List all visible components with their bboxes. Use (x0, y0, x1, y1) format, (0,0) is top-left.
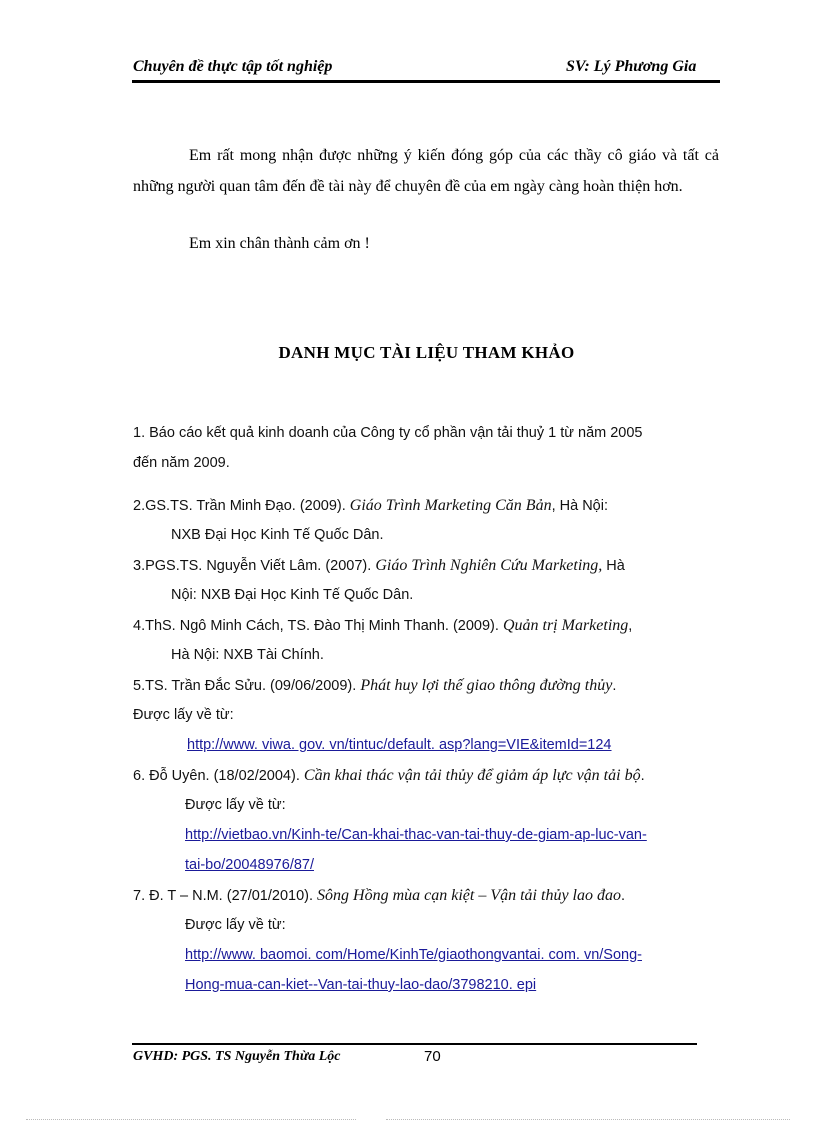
closing-text: Em rất mong nhận được những ý kiến đóng góp của các thầy cô giáo và tất cả những người quan tâm đến đề tài này để chuyên đề của em ngày càng hoàn thiện hơn. (133, 147, 719, 195)
reference-5-title: Phát huy lợi thế giao thông đường thủy (360, 677, 613, 694)
reference-5-line-1 (133, 677, 616, 695)
reference-1-line-1: 1. Báo cáo kết quả kinh doanh của Công ty cổ phần vận tải thuỷ 1 từ năm 2005 (133, 425, 643, 441)
reference-4-line-2: Hà Nội: NXB Tài Chính. (171, 647, 324, 663)
reference-1-line-2: đến năm 2009. (133, 455, 230, 471)
reference-4-line-1 (133, 617, 632, 635)
reference-6-link-line-1[interactable]: http://vietbao.vn/Kinh-te/Can-khai-thac-van-tai-thuy-de-giam-ap-luc-van- (185, 827, 647, 843)
thanks-line: Em xin chân thành cảm ơn ! (189, 235, 370, 252)
reference-7-title: Sông Hồng mùa cạn kiệt – Vận tải thủy lao đao (317, 887, 621, 904)
reference-7-period: . (621, 888, 626, 904)
reference-3-line-1 (133, 557, 625, 575)
reference-2-author: 2.GS.TS. Trần Minh Đạo. (2009). (133, 498, 350, 514)
reference-2-line-1 (133, 497, 608, 515)
section-title: DANH MỤC TÀI LIỆU THAM KHẢO (278, 343, 575, 362)
footer-divider (132, 1043, 697, 1045)
reference-4-author: 4.ThS. Ngô Minh Cách, TS. Đào Thị Minh Thanh. (2009). (133, 618, 503, 634)
reference-2-place: , Hà Nội: (551, 498, 608, 514)
reference-5-author: 5.TS. Trần Đắc Sửu. (09/06/2009). (133, 678, 361, 694)
reference-5-retrieved: Được lấy về từ: (133, 707, 234, 723)
reference-6-link-line-2[interactable]: tai-bo/20048976/87/ (185, 857, 314, 873)
reference-7-link-line-2[interactable]: Hong-mua-can-kiet--Van-tai-thuy-lao-dao/3798210. epi (185, 977, 537, 993)
page-edge-dotted-left (26, 1119, 356, 1120)
reference-4-title: Quản trị Marketing (502, 617, 629, 634)
reference-2-title: Giáo Trình Marketing Căn Bản (349, 497, 552, 514)
reference-3-title: Giáo Trình Nghiên Cứu Marketing, (375, 557, 603, 574)
reference-4-place: , (628, 618, 633, 634)
footer-advisor: GVHD: PGS. TS Nguyễn Thừa Lộc (133, 1049, 341, 1064)
header-divider (132, 80, 720, 83)
reference-5-period: . (612, 678, 617, 694)
reference-6-title: Cần khai thác vận tải thủy để giảm áp lực vận tải bộ (303, 767, 641, 784)
reference-3-place: Hà (602, 558, 625, 574)
page-edge-dotted-right (386, 1119, 790, 1120)
reference-3-line-2: Nội: NXB Đại Học Kinh Tế Quốc Dân. (171, 587, 414, 603)
reference-7-line-1 (133, 887, 625, 905)
reference-5-link[interactable]: http://www. viwa. gov. vn/tintuc/default. asp?lang=VIE&itemId=124 (187, 737, 612, 753)
reference-7-link-line-1[interactable]: http://www. baomoi. com/Home/KinhTe/giaothongvantai. com. vn/Song- (185, 947, 642, 963)
reference-6-period: . (640, 768, 645, 784)
header-student: SV: Lý Phương Gia (566, 58, 697, 75)
reference-2-line-2: NXB Đại Học Kinh Tế Quốc Dân. (171, 527, 384, 543)
reference-7-author: 7. Đ. T – N.M. (27/01/2010). (133, 888, 318, 904)
page-number: 70 (424, 1048, 441, 1065)
reference-6-line-1 (133, 767, 645, 785)
reference-7-retrieved: Được lấy về từ: (185, 917, 286, 933)
reference-6-retrieved: Được lấy về từ: (185, 797, 286, 813)
closing-paragraph (133, 140, 719, 202)
header-title: Chuyên đề thực tập tốt nghiệp (133, 58, 333, 75)
reference-3-author: 3.PGS.TS. Nguyễn Viết Lâm. (2007). (133, 558, 376, 574)
reference-6-author: 6. Đỗ Uyên. (18/02/2004). (133, 768, 304, 784)
